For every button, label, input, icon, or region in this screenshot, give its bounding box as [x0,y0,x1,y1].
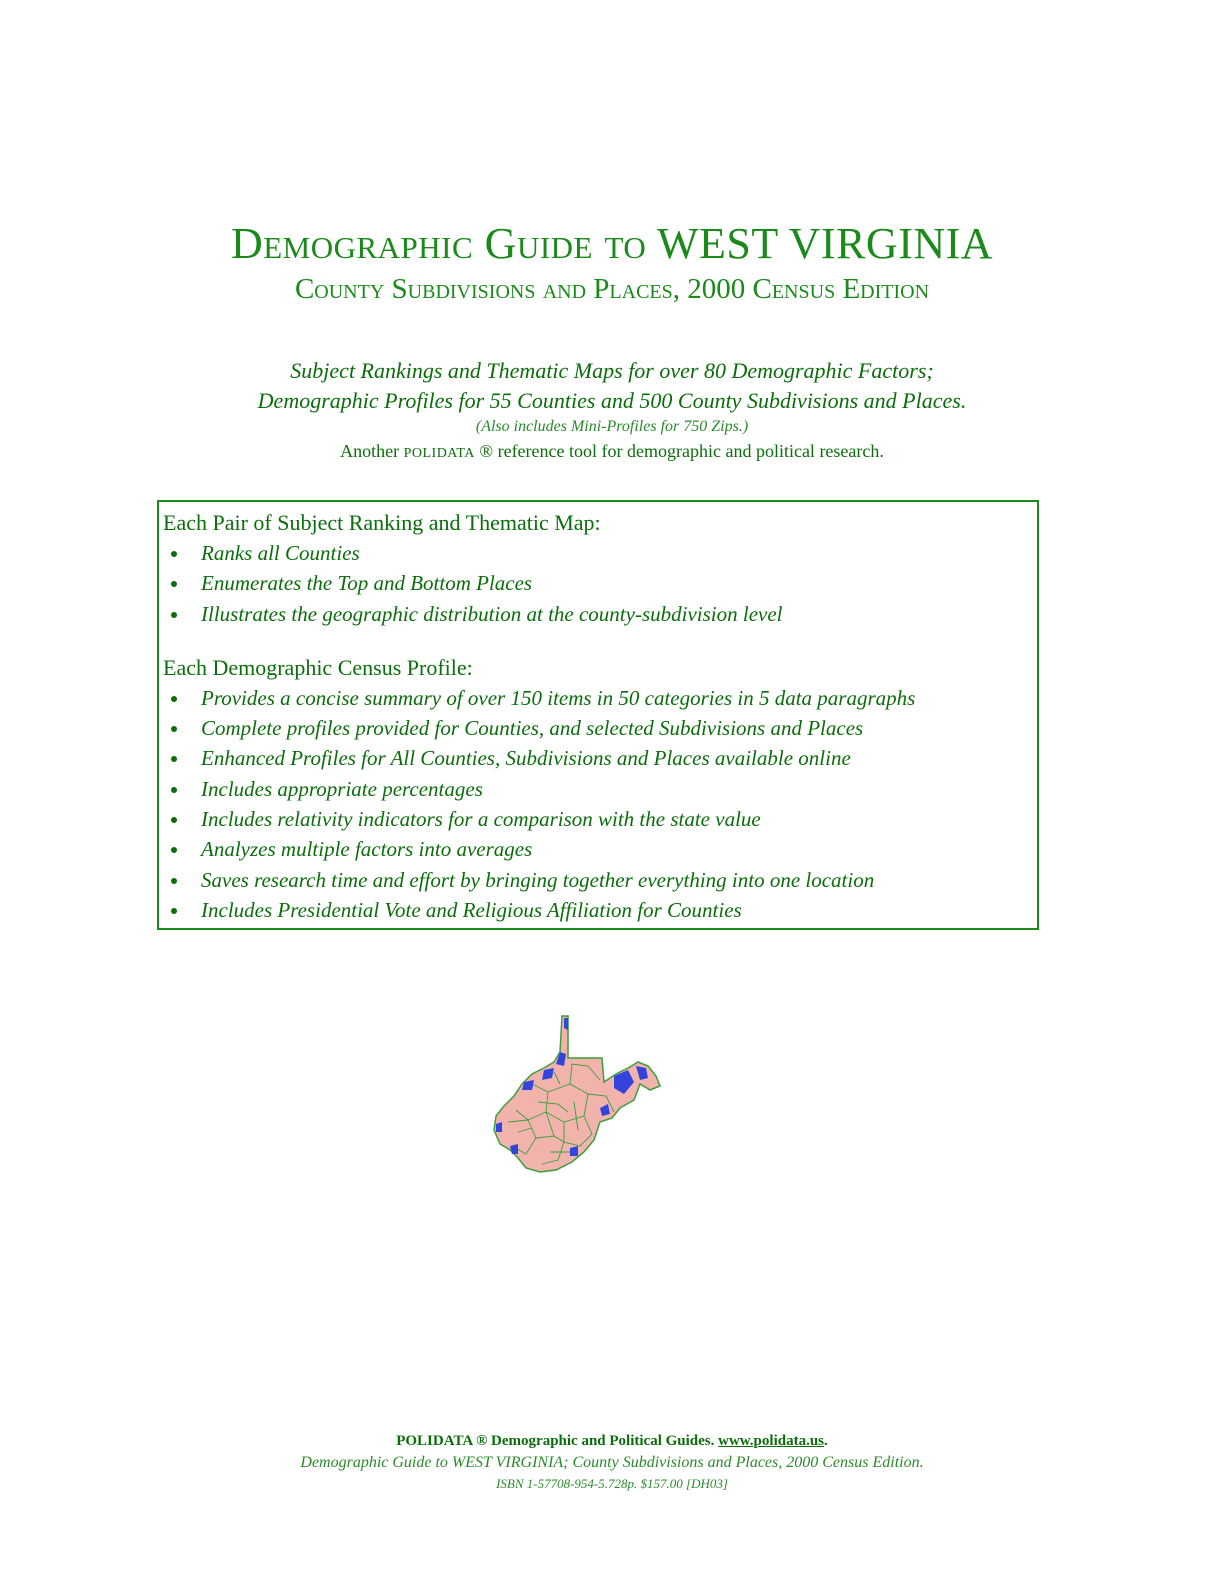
bullet-icon [171,787,177,793]
footer [0,1430,1224,1494]
footer-brand-text: POLIDATA ® Demographic and Political Guides. [396,1433,715,1449]
list-item: Includes relativity indicators for a comparison with the state value [163,804,1033,834]
footer-line-2: Demographic Guide to WEST VIRGINIA; County Subdivisions and Places, 2000 Census Edition. [300,1454,924,1471]
list-item: Enhanced Profiles for All Counties, Subdivisions and Places available online [163,743,1033,773]
sub-title: County Subdivisions and Places, 2000 Census Edition [294,273,930,305]
intro [0,356,1224,467]
another-suffix: ® reference tool for demographic and political research. [479,441,884,461]
polidata-website-link[interactable]: www.polidata.us [718,1433,825,1449]
list-item: Saves research time and effort by bringing together everything into one location [163,865,1033,895]
bullet-icon [171,847,177,853]
bullet-icon [171,612,177,618]
bullet-icon [171,756,177,762]
bullet-icon [171,908,177,914]
bullet-icon [171,817,177,823]
bullet-icon [171,696,177,702]
features-box [157,500,1039,930]
list-item: Complete profiles provided for Counties, and selected Subdivisions and Places [163,713,1033,743]
polidata-brand: POLIDATA [403,446,475,461]
intro-another [0,438,1224,467]
main-title-state: WEST VIRGINIA [656,219,994,268]
section1-heading: Each Pair of Subject Ranking and Thematic Map: [163,510,601,535]
section2-list [163,683,1033,925]
section1-list [163,538,1033,629]
list-item: Provides a concise summary of over 150 items in 50 categories in 5 data paragraphs [163,683,1033,713]
list-item: Includes appropriate percentages [163,774,1033,804]
footer-line-1: POLIDATA ® Demographic and Political Guides. www.polidata.us. [396,1433,828,1449]
section2-heading: Each Demographic Census Profile: [163,654,473,680]
main-title [0,218,1224,270]
bullet-icon [171,726,177,732]
main-title-prefix: Demographic Guide to [230,219,647,268]
list-item: Includes Presidential Vote and Religious Affiliation for Counties [163,895,1033,925]
list-item: Analyzes multiple factors into averages [163,834,1033,864]
west-virginia-map-icon [488,1012,668,1178]
bullet-icon [171,551,177,557]
title-block [0,218,1224,308]
intro-line-1: Subject Rankings and Thematic Maps for over 80 Demographic Factors; [290,358,934,383]
bullet-icon [171,581,177,587]
footer-isbn: ISBN 1-57708-954-5.728p. $157.00 [DH03] [496,1476,728,1491]
intro-line-2: Demographic Profiles for 55 Counties and 500 County Subdivisions and Places. [257,388,967,413]
list-item: Illustrates the geographic distribution at the county-subdivision level [163,599,1033,629]
list-item: Enumerates the Top and Bottom Places [163,568,1033,598]
intro-line-3: (Also includes Mini-Profiles for 750 Zips.) [475,418,749,435]
bullet-icon [171,878,177,884]
list-item: Ranks all Counties [163,538,1033,568]
another-prefix: Another [340,441,400,461]
